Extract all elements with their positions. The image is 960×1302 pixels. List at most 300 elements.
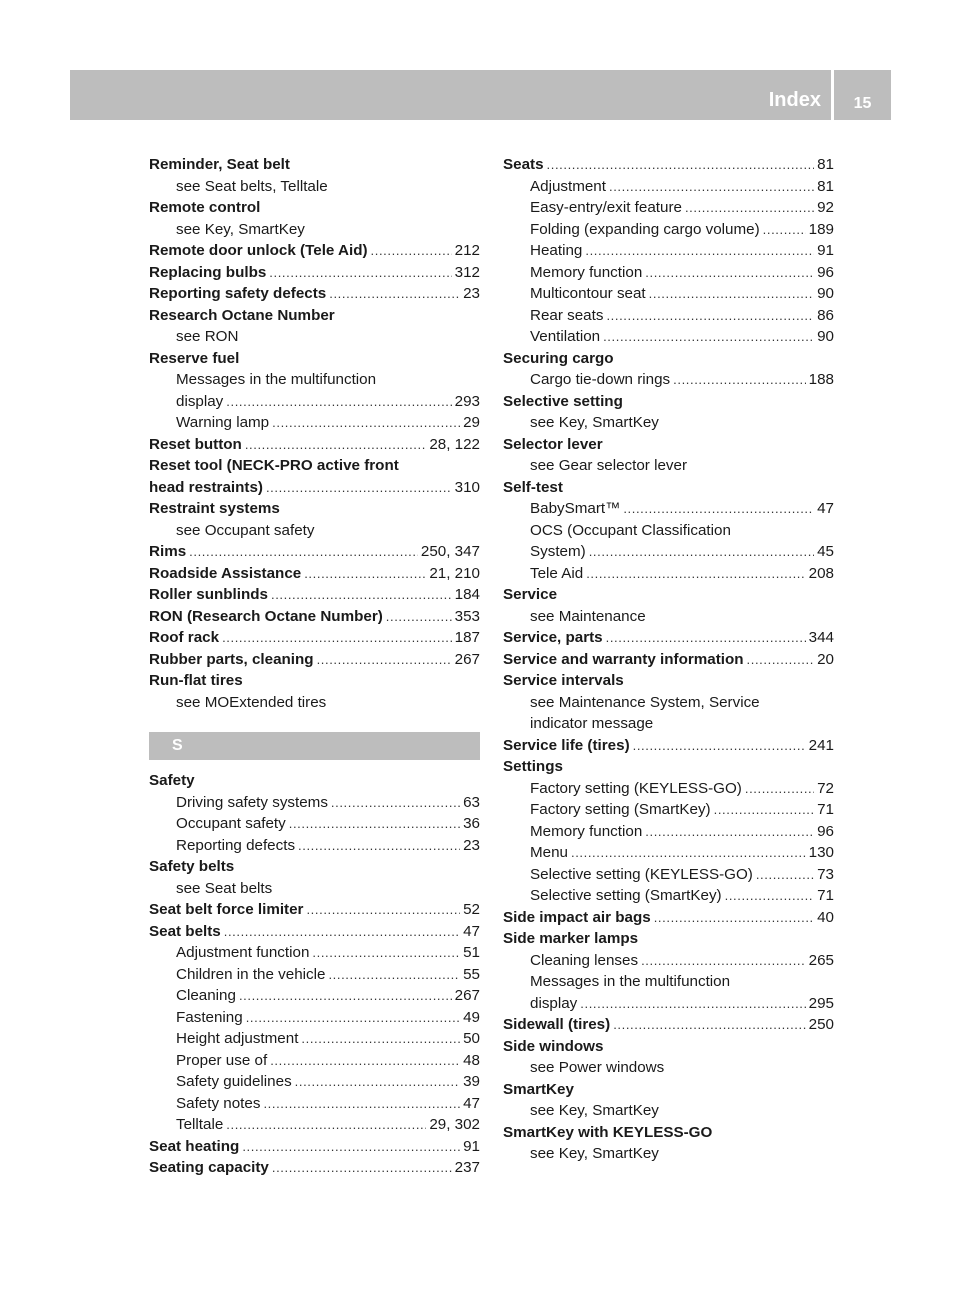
page-reference[interactable]: 250, 347 — [420, 543, 480, 560]
index-subentry — [503, 412, 834, 434]
dot-leader — [298, 835, 460, 857]
entry-label: Research Octane Number — [149, 306, 335, 324]
entry-label: Selective setting (SmartKey) — [530, 887, 722, 904]
entry-label: Safety notes — [176, 1094, 261, 1112]
entry-label: Occupant safety — [176, 815, 286, 832]
page-reference[interactable]: 237 — [454, 1159, 480, 1176]
index-entry — [149, 584, 480, 606]
index-entry — [149, 197, 480, 219]
index-subentry — [503, 713, 834, 735]
index-entry — [149, 1136, 480, 1158]
entry-label: indicator message — [530, 715, 654, 732]
index-entry — [503, 1079, 834, 1101]
entry-label: see Maintenance — [530, 607, 646, 625]
page-reference[interactable]: 47 — [463, 1094, 480, 1112]
entry-label: Driving safety systems — [176, 793, 328, 811]
page-reference[interactable]: 29, 302 — [429, 1116, 480, 1133]
dot-leader — [585, 240, 814, 262]
entry-label: see Maintenance System, Service — [530, 693, 760, 711]
dot-leader — [589, 541, 814, 563]
entry-label: BabySmart™ — [530, 500, 621, 517]
entry-label: see MOExtended tires — [176, 693, 327, 711]
entry-label: Folding (expanding cargo volume) — [530, 220, 760, 238]
index-column-right — [503, 154, 834, 1165]
entry-label: Seating capacity — [149, 1159, 269, 1176]
index-entry — [149, 434, 480, 456]
section-letter: S — [172, 737, 183, 754]
page-reference[interactable]: 47 — [463, 922, 480, 940]
page-reference[interactable]: 55 — [463, 965, 480, 983]
index-subentry — [503, 283, 834, 305]
index-subentry — [149, 412, 480, 434]
entry-label: Replacing bulbs — [149, 263, 267, 281]
index-entry — [149, 348, 480, 370]
index-entry — [149, 899, 480, 921]
dot-leader — [289, 813, 460, 835]
page-reference[interactable]: 47 — [817, 500, 834, 517]
dot-leader — [547, 154, 815, 176]
index-subentry — [149, 835, 480, 857]
dot-leader — [270, 1050, 460, 1072]
page-reference[interactable]: 310 — [454, 478, 480, 496]
index-subentry — [503, 305, 834, 327]
page-reference[interactable]: 20 — [817, 650, 834, 668]
page-reference[interactable]: 39 — [463, 1073, 480, 1090]
dot-leader — [304, 563, 426, 585]
index-entry — [149, 541, 480, 563]
entry-label: Rubber parts, cleaning — [149, 650, 314, 668]
page-reference[interactable]: 81 — [817, 156, 834, 173]
dot-leader — [272, 1157, 452, 1179]
entry-label: Multicontour seat — [530, 285, 646, 302]
entry-label: Proper use of — [176, 1051, 268, 1069]
index-entry — [149, 921, 480, 943]
dot-leader — [312, 942, 460, 964]
page-reference[interactable]: 40 — [817, 908, 834, 926]
index-entry — [503, 670, 834, 692]
dot-leader — [263, 1093, 460, 1115]
index-entry — [503, 584, 834, 606]
page-reference[interactable]: 81 — [817, 177, 834, 195]
entry-label: Reset tool (NECK-PRO active front — [149, 457, 399, 474]
index-subentry — [503, 219, 834, 241]
page-reference[interactable]: 353 — [454, 607, 480, 625]
index-subentry — [503, 692, 834, 714]
index-list-r — [149, 154, 480, 713]
entry-label: Seat belts — [149, 922, 221, 940]
index-subentry — [503, 864, 834, 886]
entry-label: Telltale — [176, 1116, 224, 1133]
index-entry — [503, 735, 834, 757]
dot-leader — [714, 799, 814, 821]
page-reference[interactable]: 344 — [808, 629, 834, 646]
index-entry — [149, 670, 480, 692]
index-subentry — [149, 942, 480, 964]
entry-label: Easy-entry/exit feature — [530, 199, 682, 216]
index-subentry — [149, 1114, 480, 1136]
page-reference[interactable]: 51 — [463, 944, 480, 961]
page-reference[interactable]: 90 — [817, 285, 834, 302]
page-reference[interactable]: 23 — [463, 285, 480, 302]
index-entry — [149, 563, 480, 585]
section-title: Index — [768, 89, 821, 111]
entry-label: Service intervals — [503, 672, 624, 689]
index-entry — [149, 627, 480, 649]
entry-label: Factory setting (SmartKey) — [530, 801, 711, 818]
index-subentry — [149, 391, 480, 413]
index-list-s-continued — [503, 154, 834, 1165]
dot-leader — [606, 305, 814, 327]
dot-leader — [301, 1028, 460, 1050]
entry-label: Rims — [149, 543, 187, 560]
index-subentry — [149, 520, 480, 542]
page-reference[interactable]: 241 — [808, 736, 834, 754]
entry-label: see Key, SmartKey — [176, 220, 305, 238]
entry-label: Side impact air bags — [503, 908, 651, 926]
dot-leader — [317, 649, 452, 671]
dot-leader — [226, 391, 451, 413]
entry-label: Self-test — [503, 478, 563, 496]
entry-label: Roller sunblinds — [149, 586, 268, 603]
entry-label: Warning lamp — [176, 414, 270, 431]
entry-label: RON (Research Octane Number) — [149, 607, 383, 625]
page-reference[interactable]: 312 — [454, 263, 480, 281]
index-entry — [503, 907, 834, 929]
dot-leader — [306, 899, 460, 921]
dot-leader — [571, 842, 806, 864]
index-subentry — [149, 219, 480, 241]
entry-label: Safety — [149, 772, 195, 789]
dot-leader — [371, 240, 452, 262]
index-entry — [503, 434, 834, 456]
entry-label: Selective setting (KEYLESS-GO) — [530, 865, 753, 883]
entry-label: Service, parts — [503, 629, 603, 646]
entry-label: OCS (Occupant Classification — [530, 521, 731, 539]
index-column-left — [149, 154, 480, 1179]
entry-label: Reserve fuel — [149, 349, 240, 367]
index-entry — [503, 756, 834, 778]
entry-label: Roadside Assistance — [149, 564, 302, 582]
page-reference[interactable]: 28, 122 — [429, 435, 480, 453]
index-subentry — [149, 326, 480, 348]
index-subentry — [149, 1093, 480, 1115]
entry-label: Fastening — [176, 1008, 243, 1026]
index-entry — [149, 283, 480, 305]
dot-leader — [328, 964, 460, 986]
index-entry — [149, 856, 480, 878]
page-reference[interactable]: 48 — [463, 1051, 480, 1069]
index-entry — [503, 928, 834, 950]
entry-label: Children in the vehicle — [176, 965, 326, 983]
index-subentry — [503, 176, 834, 198]
index-entry — [503, 348, 834, 370]
dot-leader — [649, 283, 814, 305]
entry-label: Adjustment — [530, 177, 606, 195]
entry-label: Menu — [530, 844, 568, 861]
entry-label: Service and warranty information — [503, 650, 744, 668]
index-subentry — [503, 1057, 834, 1079]
entry-label: Reminder, Seat belt — [149, 156, 290, 173]
dot-leader — [266, 477, 452, 499]
entry-label: Reporting safety defects — [149, 285, 327, 302]
entry-label: Memory function — [530, 263, 643, 281]
entry-label: Ventilation — [530, 328, 601, 345]
entry-label: display — [176, 392, 224, 410]
entry-label: Seats — [503, 156, 544, 173]
index-entry — [149, 477, 480, 499]
page-reference[interactable]: 293 — [454, 392, 480, 410]
entry-label: Messages in the multifunction — [530, 973, 731, 990]
page-reference[interactable]: 188 — [808, 371, 834, 388]
entry-label: Side marker lamps — [503, 930, 639, 947]
dot-leader — [725, 885, 814, 907]
dot-leader — [645, 262, 814, 284]
entry-label: Selector lever — [503, 435, 603, 453]
index-entry — [503, 154, 834, 176]
index-subentry — [149, 1007, 480, 1029]
index-subentry — [149, 792, 480, 814]
index-subentry — [149, 1050, 480, 1072]
index-subentry — [503, 842, 834, 864]
entry-label: Settings — [503, 758, 563, 775]
entry-label: Service life (tires) — [503, 736, 630, 754]
entry-label: head restraints) — [149, 478, 263, 496]
index-subentry — [503, 799, 834, 821]
dot-leader — [226, 1114, 426, 1136]
page-reference[interactable]: 92 — [817, 199, 834, 216]
dot-leader — [747, 649, 815, 671]
page-reference[interactable]: 184 — [454, 586, 480, 603]
dot-leader — [603, 326, 814, 348]
page-reference[interactable]: 63 — [463, 793, 480, 811]
entry-label: Seat belt force limiter — [149, 901, 304, 918]
index-subentry — [149, 964, 480, 986]
entry-label: see Occupant safety — [176, 521, 315, 539]
entry-label: Roof rack — [149, 629, 220, 646]
dot-leader — [269, 262, 451, 284]
dot-leader — [189, 541, 418, 563]
page-reference[interactable]: 71 — [817, 801, 834, 818]
entry-label: Messages in the multifunction — [176, 371, 377, 388]
entry-label: Cleaning — [176, 987, 236, 1004]
dot-leader — [245, 434, 427, 456]
entry-label: Safety guidelines — [176, 1073, 292, 1090]
index-subentry — [503, 197, 834, 219]
index-entry — [149, 240, 480, 262]
dot-leader — [329, 283, 460, 305]
dot-leader — [763, 219, 806, 241]
index-subentry — [149, 1028, 480, 1050]
index-subentry — [503, 369, 834, 391]
page-number: 15 — [853, 95, 872, 112]
entry-label: see Key, SmartKey — [530, 1102, 659, 1119]
index-subentry — [503, 498, 834, 520]
entry-label: see Power windows — [530, 1059, 665, 1076]
index-entry — [149, 154, 480, 176]
dot-leader — [242, 1136, 460, 1158]
index-subentry — [149, 369, 480, 391]
entry-label: Cargo tie-down rings — [530, 371, 671, 388]
entry-label: Securing cargo — [503, 349, 614, 367]
page-reference[interactable]: 96 — [817, 263, 834, 281]
dot-leader — [580, 993, 805, 1015]
index-subentry — [503, 821, 834, 843]
index-entry — [149, 305, 480, 327]
page-reference[interactable]: 49 — [463, 1008, 480, 1026]
entry-label: Memory function — [530, 822, 643, 840]
index-entry — [149, 455, 480, 477]
dot-leader — [295, 1071, 460, 1093]
index-entry — [149, 649, 480, 671]
page-reference[interactable]: 29 — [463, 414, 480, 431]
entry-label: SmartKey with KEYLESS-GO — [503, 1123, 713, 1141]
page-reference[interactable]: 50 — [463, 1030, 480, 1047]
page-reference[interactable]: 23 — [463, 836, 480, 854]
index-entry — [503, 627, 834, 649]
index-subentry — [149, 878, 480, 900]
index-subentry — [503, 262, 834, 284]
dot-leader — [641, 950, 806, 972]
page-reference[interactable]: 250 — [808, 1016, 834, 1033]
index-entry — [149, 262, 480, 284]
index-subentry — [503, 326, 834, 348]
dot-leader — [645, 821, 814, 843]
entry-label: Safety belts — [149, 858, 235, 875]
index-entry — [149, 1157, 480, 1179]
entry-label: Rear seats — [530, 306, 604, 324]
index-subentry — [503, 541, 834, 563]
index-subentry — [503, 950, 834, 972]
page-reference[interactable]: 21, 210 — [429, 564, 480, 582]
dot-leader — [633, 735, 806, 757]
index-subentry — [503, 1100, 834, 1122]
index-subentry — [503, 455, 834, 477]
entry-label: Restraint systems — [149, 500, 280, 517]
page-reference[interactable]: 91 — [463, 1137, 480, 1155]
page-reference[interactable]: 91 — [817, 242, 834, 259]
index-subentry — [149, 985, 480, 1007]
page-reference[interactable]: 71 — [817, 887, 834, 904]
index-subentry — [503, 520, 834, 542]
page-reference[interactable]: 295 — [808, 994, 834, 1012]
dot-leader — [271, 584, 452, 606]
index-subentry — [149, 692, 480, 714]
entry-label: System) — [530, 543, 586, 560]
index-subentry — [503, 885, 834, 907]
entry-label: Service — [503, 586, 558, 603]
index-entry — [503, 1036, 834, 1058]
index-entry — [149, 498, 480, 520]
index-entry — [149, 606, 480, 628]
page-reference[interactable]: 265 — [808, 951, 834, 969]
index-entry — [149, 770, 480, 792]
entry-label: Factory setting (KEYLESS-GO) — [530, 779, 742, 797]
page-reference[interactable]: 96 — [817, 822, 834, 840]
dot-leader — [239, 985, 452, 1007]
index-subentry — [503, 563, 834, 585]
dot-leader — [606, 627, 806, 649]
section-header-s — [149, 732, 480, 760]
entry-label: SmartKey — [503, 1080, 574, 1098]
index-subentry — [149, 1071, 480, 1093]
entry-label: see Gear selector lever — [530, 457, 688, 474]
page-reference[interactable]: 187 — [454, 629, 480, 646]
page-reference[interactable]: 208 — [808, 564, 834, 582]
page-reference[interactable]: 45 — [817, 543, 834, 560]
index-subentry — [503, 993, 834, 1015]
entry-label: Adjustment function — [176, 944, 310, 961]
index-subentry — [503, 606, 834, 628]
page-reference[interactable]: 267 — [454, 650, 480, 668]
entry-label: Selective setting — [503, 392, 623, 410]
dot-leader — [272, 412, 460, 434]
page-reference[interactable]: 86 — [817, 306, 834, 324]
dot-leader — [623, 498, 814, 520]
page-reference[interactable]: 52 — [463, 901, 480, 918]
index-subentry — [503, 1143, 834, 1165]
index-subentry — [149, 176, 480, 198]
entry-label: Reporting defects — [176, 836, 296, 854]
dot-leader — [386, 606, 452, 628]
page-reference[interactable]: 130 — [808, 844, 834, 861]
entry-label: Side windows — [503, 1037, 604, 1055]
entry-label: Remote control — [149, 199, 261, 216]
dot-leader — [685, 197, 814, 219]
entry-label: Cleaning lenses — [530, 951, 639, 969]
dot-leader — [673, 369, 806, 391]
entry-label: see RON — [176, 328, 239, 345]
index-subentry — [503, 971, 834, 993]
index-entry — [503, 1014, 834, 1036]
index-entry — [503, 649, 834, 671]
entry-label: Heating — [530, 242, 583, 259]
page-reference[interactable]: 90 — [817, 328, 834, 345]
dot-leader — [654, 907, 814, 929]
dot-leader — [745, 778, 814, 800]
dot-leader — [222, 627, 452, 649]
index-subentry — [503, 240, 834, 262]
index-entry — [503, 1122, 834, 1144]
page-reference[interactable]: 189 — [808, 220, 834, 238]
dot-leader — [613, 1014, 805, 1036]
dot-leader — [331, 792, 460, 814]
entry-label: Tele Aid — [530, 564, 584, 582]
dot-leader — [246, 1007, 460, 1029]
entry-label: see Key, SmartKey — [530, 414, 659, 431]
entry-label: Height adjustment — [176, 1030, 299, 1047]
index-subentry — [503, 778, 834, 800]
dot-leader — [224, 921, 460, 943]
entry-label: Remote door unlock (Tele Aid) — [149, 242, 368, 259]
index-list-s — [149, 770, 480, 1179]
dot-leader — [609, 176, 814, 198]
entry-label: Sidewall (tires) — [503, 1016, 611, 1033]
entry-label: display — [530, 994, 578, 1012]
index-entry — [503, 477, 834, 499]
page-reference[interactable]: 72 — [817, 779, 834, 797]
entry-label: Reset button — [149, 435, 242, 453]
page-reference[interactable]: 36 — [463, 815, 480, 832]
index-entry — [503, 391, 834, 413]
entry-label: Run-flat tires — [149, 672, 243, 689]
page-reference[interactable]: 73 — [817, 865, 834, 883]
entry-label: Seat heating — [149, 1137, 240, 1155]
dot-leader — [756, 864, 814, 886]
entry-label: see Seat belts, Telltale — [176, 177, 328, 195]
page-reference[interactable]: 267 — [454, 987, 480, 1004]
page-reference[interactable]: 212 — [454, 242, 480, 259]
dot-leader — [586, 563, 805, 585]
